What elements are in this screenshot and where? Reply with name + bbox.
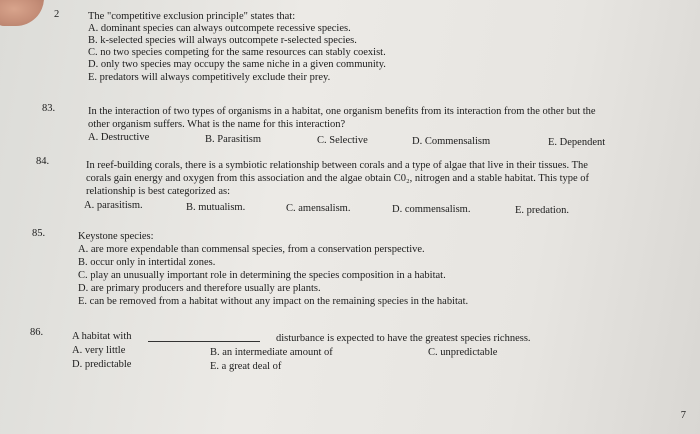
question-83-number: 83. (42, 103, 56, 114)
question-85-option-a: A. are more expendable than commensal species, from a conservation perspective. (78, 244, 425, 255)
question-83-option-a: A. Destructive (88, 132, 150, 143)
question-85-option-c: C. play an unusually important role in determining the species composition in a habitat. (78, 270, 446, 281)
question-82-option-d: D. only two species may occupy the same niche in a given community. (88, 59, 386, 70)
question-84-option-a: A. parasitism. (84, 200, 143, 211)
question-84-number: 84. (36, 156, 50, 167)
question-85-option-e: E. can be removed from a habitat without any impact on the remaining species in the habitat. (78, 296, 469, 307)
question-83-stem-line-2: other organism suffers. What is the name for this interaction? (88, 119, 346, 130)
question-83-stem-line-1: In the interaction of two types of organisms in a habitat, one organism benefits from its interaction from the other but the (88, 106, 596, 117)
question-84-option-b: B. mutualism. (186, 202, 246, 213)
thumb-photo-artifact (0, 0, 44, 26)
question-85-option-b: B. occur only in intertidal zones. (78, 257, 216, 268)
question-83-option-e: E. Dependent (548, 137, 606, 148)
question-86-option-e: E. a great deal of (210, 361, 282, 372)
question-82-stem: The "competitive exclusion principle" states that: (88, 11, 296, 22)
question-86-option-b: B. an intermediate amount of (210, 347, 333, 358)
question-86-option-a: A. very little (72, 345, 126, 356)
question-84-stem-line-2: corals gain energy and oxygen from this association and the algae obtain C0₂, nitrogen and a stable habitat. This type of (86, 173, 590, 184)
question-82-option-a: A. dominant species can always outcompete recessive species. (88, 23, 351, 34)
question-86-stem-end: disturbance is expected to have the greatest species richness. (276, 333, 531, 344)
question-84-option-e: E. predation. (515, 205, 569, 216)
question-85-number: 85. (32, 228, 46, 239)
question-84-option-d: D. commensalism. (392, 204, 471, 215)
question-85-option-d: D. are primary producers and therefore usually are plants. (78, 283, 321, 294)
question-86-answer-blank (148, 341, 260, 342)
question-83-option-b: B. Parasitism (205, 134, 262, 145)
question-83-option-c: C. Selective (317, 135, 368, 146)
question-82-option-b: B. k-selected species will always outcompete r-selected species. (88, 35, 357, 46)
question-83-option-d: D. Commensalism (412, 136, 491, 147)
question-86-stem-start: A habitat with (72, 331, 132, 342)
page-number: 7 (680, 410, 686, 421)
question-84-stem-line-3: relationship is best categorized as: (86, 186, 231, 197)
question-86-option-d: D. predictable (72, 359, 132, 370)
question-82-number: 2 (54, 9, 60, 20)
question-84-option-c: C. amensalism. (286, 203, 351, 214)
question-82-option-e: E. predators will always competitively exclude their prey. (88, 72, 331, 83)
question-82-option-c: C. no two species competing for the same resources can stably coexist. (88, 47, 386, 58)
question-85-stem: Keystone species: (78, 231, 154, 242)
question-86-number: 86. (30, 327, 44, 338)
question-86-option-c: C. unpredictable (428, 347, 498, 358)
question-84-stem-line-1: In reef-building corals, there is a symbiotic relationship between corals and a type of algae that live in their tissues. The (86, 160, 588, 171)
